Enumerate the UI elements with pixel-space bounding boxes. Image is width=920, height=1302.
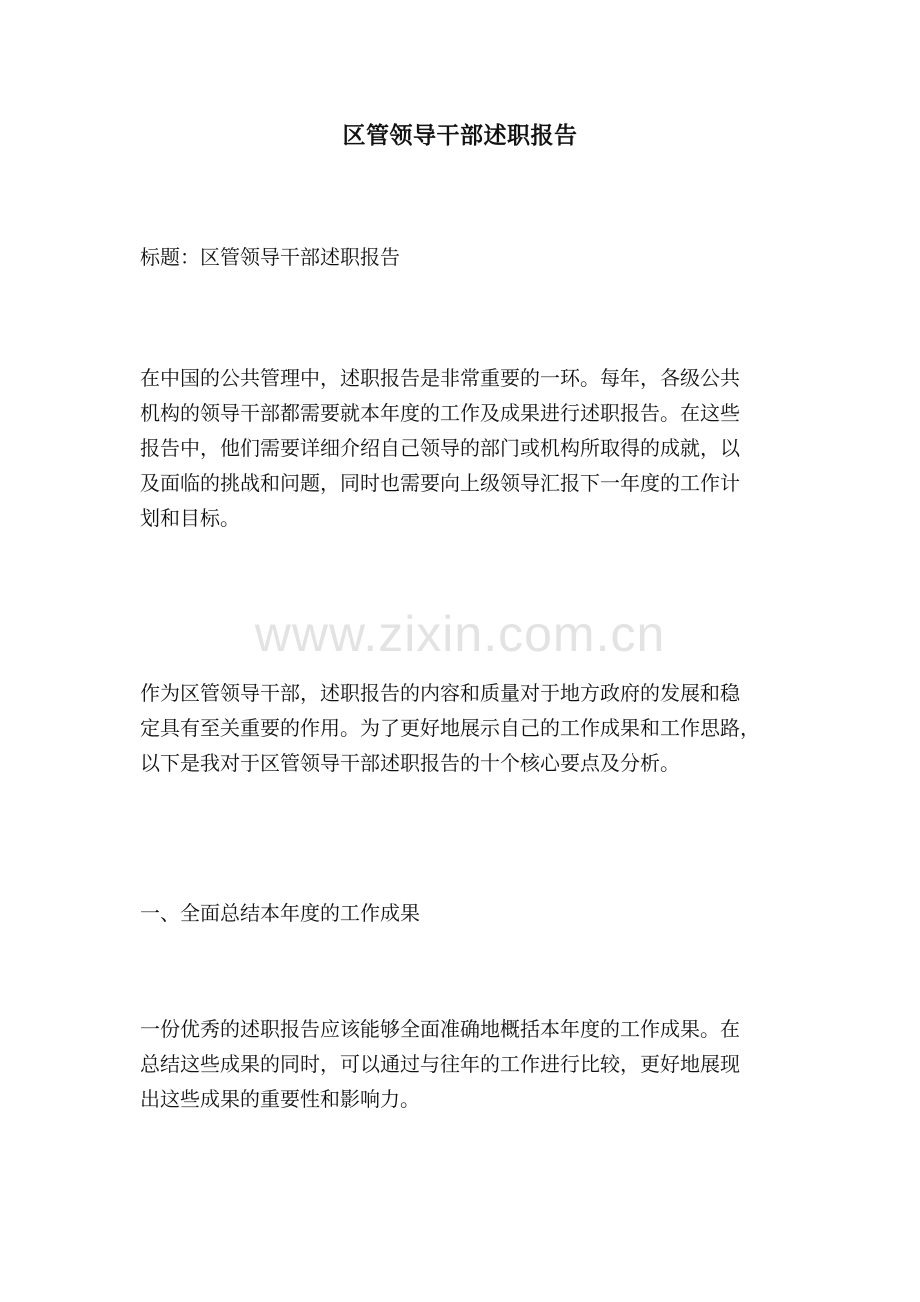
paragraph-line: 及面临的挑战和问题，同时也需要向上级领导汇报下一年度的工作计 bbox=[140, 471, 740, 495]
paragraph-line: 定具有至关重要的作用。为了更好地展示自己的工作成果和工作思路， bbox=[140, 716, 760, 740]
paragraph-line: 总结这些成果的同时，可以通过与往年的工作进行比较，更好地展现 bbox=[140, 1052, 740, 1076]
section-heading-1: 一、全面总结本年度的工作成果 bbox=[140, 901, 420, 925]
document-title: 区管领导干部述职报告 bbox=[342, 122, 578, 149]
paragraph-role bbox=[140, 676, 790, 781]
document-subtitle: 标题：区管领导干部述职报告 bbox=[140, 245, 400, 269]
paragraph-line: 在中国的公共管理中，述职报告是非常重要的一环。每年，各级公共 bbox=[140, 366, 740, 390]
paragraph-line: 作为区管领导干部，述职报告的内容和质量对于地方政府的发展和稳 bbox=[140, 681, 740, 705]
paragraph-line: 划和目标。 bbox=[140, 506, 240, 530]
paragraph-line: 一份优秀的述职报告应该能够全面准确地概括本年度的工作成果。在 bbox=[140, 1017, 740, 1041]
paragraph-line: 机构的领导干部都需要就本年度的工作及成果进行述职报告。在这些 bbox=[140, 401, 740, 425]
watermark: www.zixin.com.cn bbox=[254, 606, 666, 662]
paragraph-line: 出这些成果的重要性和影响力。 bbox=[140, 1087, 420, 1111]
paragraph-intro bbox=[140, 361, 790, 536]
paragraph-section1 bbox=[140, 1012, 790, 1117]
paragraph-line: 报告中，他们需要详细介绍自己领导的部门或机构所取得的成就，以 bbox=[140, 436, 740, 460]
paragraph-line: 以下是我对于区管领导干部述职报告的十个核心要点及分析。 bbox=[140, 751, 680, 775]
